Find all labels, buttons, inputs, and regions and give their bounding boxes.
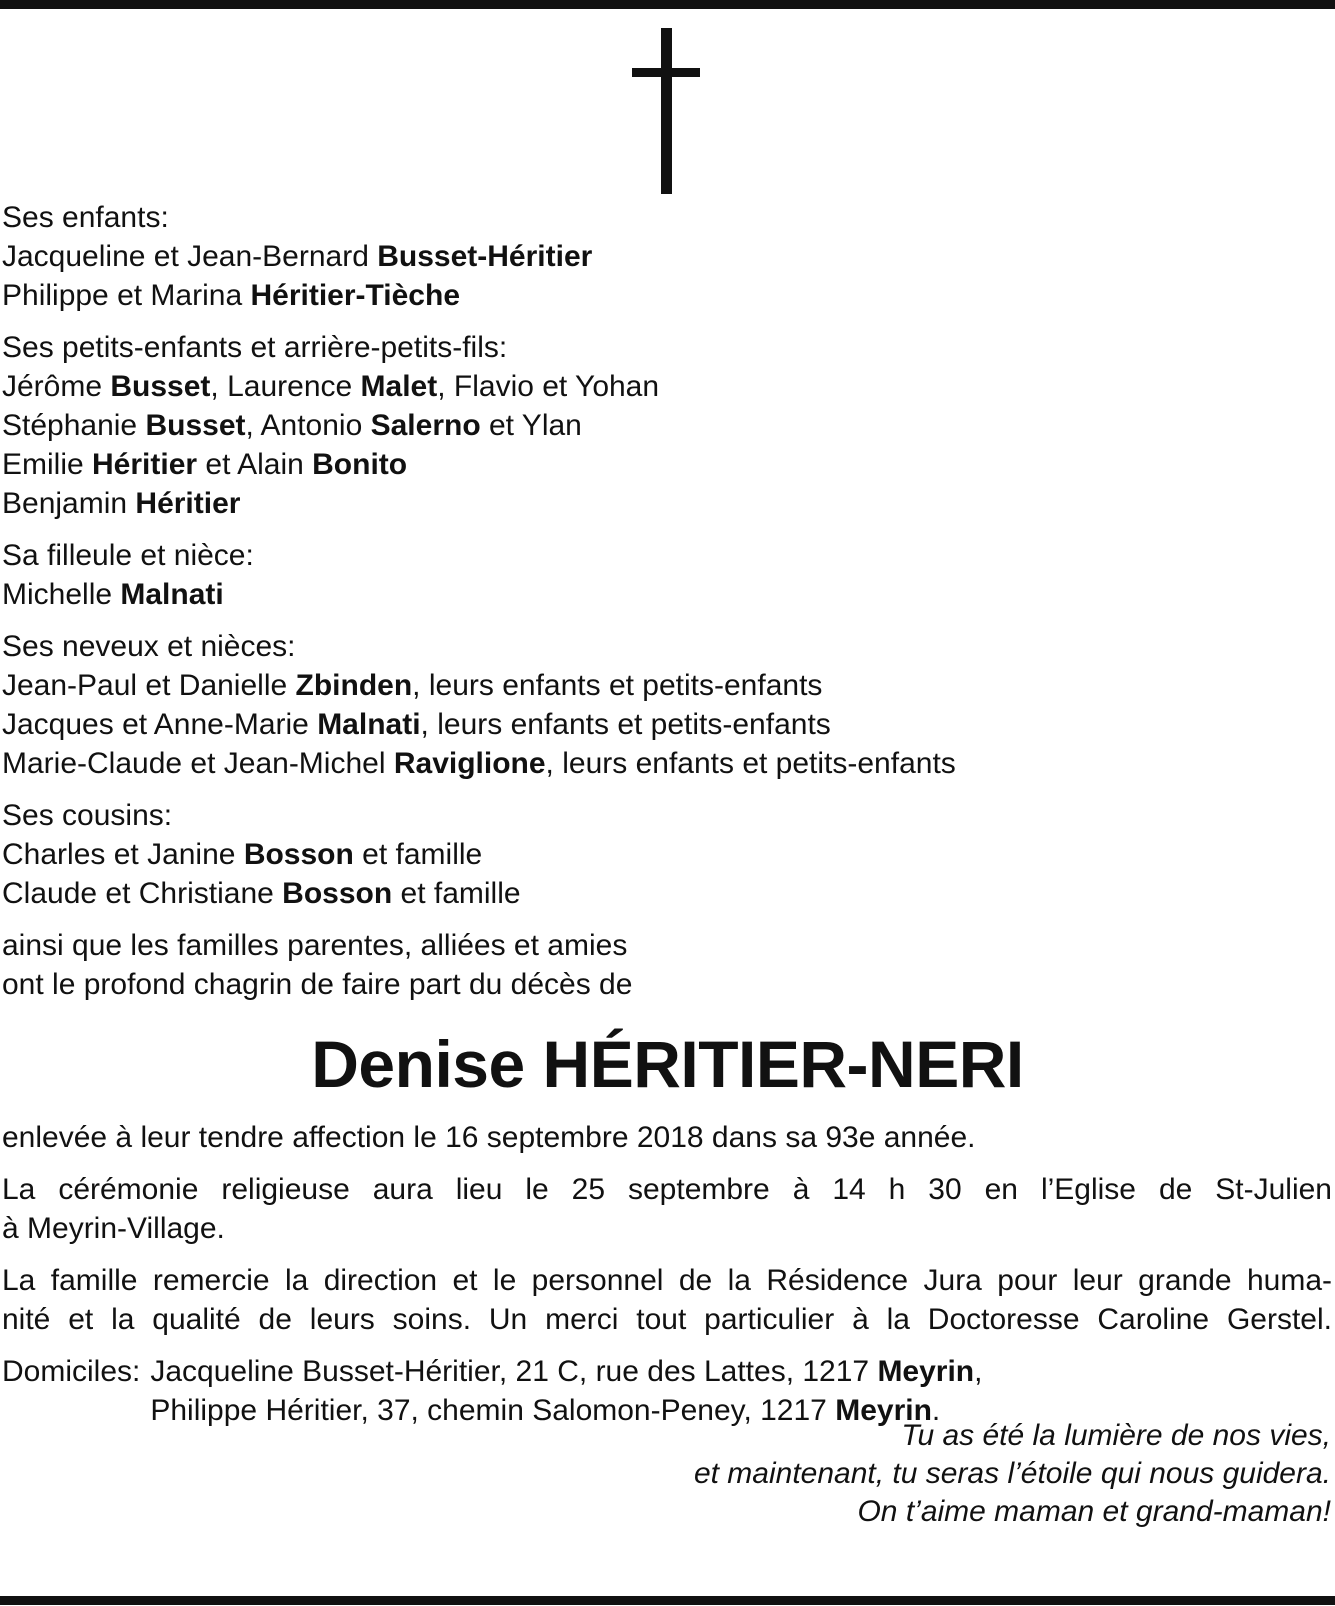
section-announcement — [2, 926, 1332, 1004]
thanks-text: La famille remercie la direction et le personnel de la Résidence Jura pour leur grande huma- nité et la qualité de leurs soins. Un merci tout particulier à la Doctoresse Caroline Gerstel. — [2, 1264, 1332, 1336]
quote-line: et maintenant, tu seras l’étoile qui nous guidera. — [693, 1457, 1331, 1490]
section-cousins — [2, 796, 1332, 913]
section-heading: Ses enfants: — [2, 201, 169, 234]
family-line: Jean-Paul et Danielle Zbinden, leurs enfants et petits-enfants — [2, 669, 823, 702]
section-goddaughter — [2, 536, 1332, 614]
family-line: Stéphanie Busset, Antonio Salerno et Ylan — [2, 409, 582, 442]
family-line: Charles et Janine Bosson et famille — [2, 838, 483, 871]
announcement-line: ainsi que les familles parentes, alliées et amies — [2, 929, 628, 962]
family-line: Emilie Héritier et Alain Bonito — [2, 448, 408, 481]
family-line: Michelle Malnati — [2, 578, 224, 611]
family-line: Jacques et Anne-Marie Malnati, leurs enfants et petits-enfants — [2, 708, 831, 741]
top-border — [0, 0, 1335, 9]
quote-line: Tu as été la lumière de nos vies, — [901, 1419, 1331, 1452]
domicile-line: Jacqueline Busset-Héritier, 21 C, rue des Lattes, 1217 Meyrin, — [150, 1355, 983, 1388]
announcement-line: ont le profond chagrin de faire part du décès de — [2, 968, 633, 1001]
section-heading: Ses petits-enfants et arrière-petits-fils: — [2, 331, 508, 364]
family-line: Benjamin Héritier — [2, 487, 241, 520]
domicile-line: Philippe Héritier, 37, chemin Salomon-Peney, 1217 Meyrin. — [150, 1394, 941, 1427]
family-line: Jérôme Busset, Laurence Malet, Flavio et Yohan — [2, 370, 660, 403]
family-line: Marie-Claude et Jean-Michel Raviglione, leurs enfants et petits-enfants — [2, 747, 956, 780]
quote-line: On t’aime maman et grand-maman! — [857, 1495, 1331, 1528]
passing-text: enlevée à leur tendre affection le 16 septembre 2018 dans sa 93e année. — [2, 1121, 976, 1154]
closing-quote — [694, 1417, 1331, 1531]
section-heading: Ses neveux et nièces: — [2, 630, 296, 663]
section-grandchildren — [2, 328, 1332, 523]
section-heading: Sa filleule et nièce: — [2, 539, 254, 572]
family-line: Jacqueline et Jean-Bernard Busset-Héritier — [2, 240, 593, 273]
family-line: Claude et Christiane Bosson et famille — [2, 877, 521, 910]
section-heading: Ses cousins: — [2, 799, 173, 832]
bottom-border — [0, 1596, 1335, 1605]
domiciles-label: Domiciles: — [2, 1355, 141, 1388]
family-line: Philippe et Marina Héritier-Tièche — [2, 279, 460, 312]
section-children — [2, 198, 1332, 315]
notice-body — [2, 1118, 1332, 1430]
deceased-name: Denise HÉRITIER-NERI — [311, 1027, 1024, 1101]
family-list — [2, 198, 1332, 1017]
cross-icon — [632, 28, 700, 194]
ceremony-text: La cérémonie religieuse aura lieu le 25 septembre à 14 h 30 en l’Eglise de St-Julien à Meyrin-Village. — [2, 1173, 1332, 1245]
section-nephews — [2, 627, 1332, 783]
